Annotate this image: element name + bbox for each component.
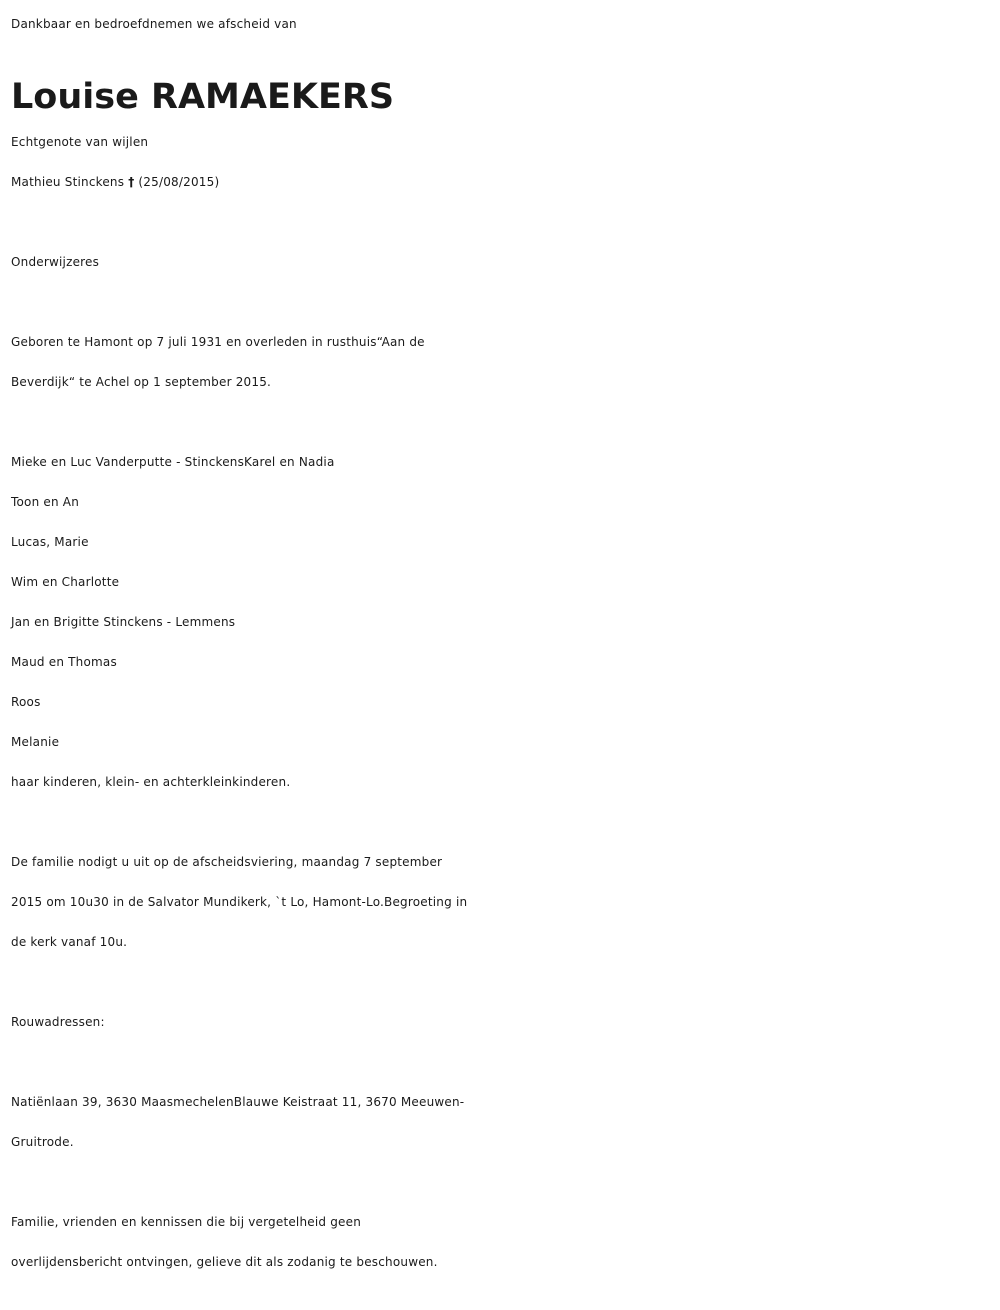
spacer — [11, 1162, 991, 1202]
closing-line-1: Familie, vrienden en kennissen die bij vergetelheid geen — [11, 1215, 362, 1229]
address-line-2: Gruitrode. — [11, 1135, 74, 1149]
spouse-line: Echtgenote van wijlen — [11, 135, 149, 149]
spacer — [11, 202, 991, 242]
family-item: Wim en Charlotte — [11, 575, 120, 589]
obituary-notice — [11, 0, 991, 1282]
deceased-name: Louise RAMAEKERS — [11, 77, 395, 117]
family-item: Maud en Thomas — [11, 655, 117, 669]
spouse-name: Mathieu Stinckens — [11, 175, 125, 189]
spacer — [11, 802, 991, 842]
ceremony-line-3: de kerk vanaf 10u. — [11, 935, 128, 949]
address-line-1: Natiënlaan 39, 3630 MaasmechelenBlauwe Keistraat 11, 3670 Meeuwen- — [11, 1095, 465, 1109]
spacer — [11, 1042, 991, 1082]
profession: Onderwijzeres — [11, 255, 100, 269]
family-list — [11, 442, 991, 802]
birth-line-2: Beverdijk“ te Achel op 1 september 2015. — [11, 375, 272, 389]
cross-icon: † — [128, 175, 135, 189]
closing-line-2: overlijdensbericht ontvingen, gelieve dit als zodanig te beschouwen. — [11, 1255, 438, 1269]
birth-line-1: Geboren te Hamont op 7 juli 1931 en overleden in rusthuis“Aan de — [11, 335, 425, 349]
family-item: Roos — [11, 695, 41, 709]
spouse-name-line — [11, 162, 991, 202]
family-item: Lucas, Marie — [11, 535, 89, 549]
family-item: Mieke en Luc Vanderputte - StinckensKarel en Nadia — [11, 455, 335, 469]
family-item: haar kinderen, klein- en achterkleinkinderen. — [11, 775, 291, 789]
ceremony-line-1: De familie nodigt u uit op de afscheidsviering, maandag 7 september — [11, 855, 443, 869]
family-item: Melanie — [11, 735, 60, 749]
ceremony-line-2: 2015 om 10u30 in de Salvator Mundikerk, `t Lo, Hamont-Lo.Begroeting in — [11, 895, 468, 909]
spacer — [11, 962, 991, 1002]
spacer — [11, 402, 991, 442]
family-item: Jan en Brigitte Stinckens - Lemmens — [11, 615, 236, 629]
addresses-label: Rouwadressen: — [11, 1015, 105, 1029]
intro-text: Dankbaar en bedroefdnemen we afscheid van — [11, 17, 297, 31]
spacer — [11, 282, 991, 322]
spouse-death-date: (25/08/2015) — [138, 175, 220, 189]
family-item: Toon en An — [11, 495, 80, 509]
